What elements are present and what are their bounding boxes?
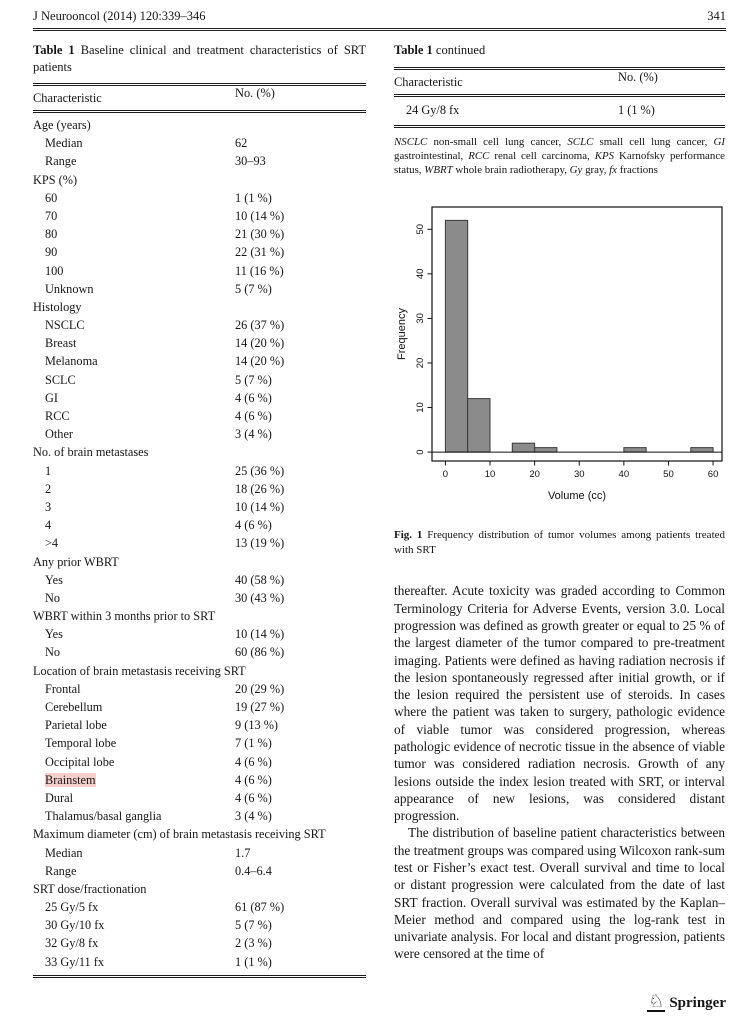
row-label: Maximum diameter (cm) of brain metastasis receiving SRT bbox=[33, 827, 326, 842]
table-row bbox=[33, 680, 366, 698]
row-label: Temporal lobe bbox=[45, 736, 117, 751]
histogram-bar bbox=[512, 443, 534, 452]
table1-continued-body bbox=[394, 97, 725, 125]
row-label: Median bbox=[45, 845, 83, 860]
table-row bbox=[33, 134, 366, 152]
row-value: 10 (14 %) bbox=[235, 627, 285, 642]
row-label: SCLC bbox=[45, 372, 76, 387]
y-tick-label: 40 bbox=[415, 268, 426, 279]
table-row bbox=[33, 116, 366, 134]
table1-caption-text: Baseline clinical and treatment characteristics of SRT patients bbox=[33, 43, 366, 74]
abbreviation: Gy bbox=[569, 164, 583, 177]
row-value: 4 (6 %) bbox=[235, 518, 272, 533]
table-row bbox=[33, 844, 366, 862]
table-row bbox=[33, 716, 366, 734]
row-label: No bbox=[45, 590, 61, 605]
table-rule bbox=[394, 125, 725, 128]
row-value: 4 (6 %) bbox=[235, 754, 272, 769]
row-value: 11 (16 %) bbox=[235, 263, 284, 278]
row-label: Yes bbox=[45, 627, 63, 642]
row-value: 1 (1 %) bbox=[235, 190, 272, 205]
footnote-text: Karnofsky performance status, bbox=[394, 149, 725, 177]
row-label: Breast bbox=[45, 336, 77, 351]
x-tick-label: 40 bbox=[618, 468, 630, 480]
table-row bbox=[33, 807, 366, 825]
table-row bbox=[33, 571, 366, 589]
table1-continued bbox=[394, 42, 725, 178]
row-value: 5 (7 %) bbox=[235, 372, 272, 387]
column-header-value: No. (%) bbox=[618, 69, 658, 84]
table-row bbox=[33, 334, 366, 352]
footnote-text: whole brain radiotherapy, bbox=[452, 164, 570, 177]
row-value: 5 (7 %) bbox=[235, 281, 272, 296]
table-row bbox=[33, 916, 366, 934]
y-axis-label: Frequency bbox=[396, 307, 408, 360]
row-label: 4 bbox=[45, 518, 52, 533]
row-label: No bbox=[45, 645, 61, 660]
table1-continued-caption-text: continued bbox=[435, 43, 486, 57]
row-label: Occipital lobe bbox=[45, 754, 115, 769]
footnote-text: gray, bbox=[582, 164, 610, 177]
row-label: Range bbox=[45, 863, 77, 878]
y-tick-label: 30 bbox=[415, 312, 426, 324]
table-row bbox=[33, 316, 366, 334]
table-row bbox=[33, 771, 366, 789]
table1-caption-label: Table 1 bbox=[33, 43, 75, 57]
table1-body bbox=[33, 113, 366, 975]
row-label: Dural bbox=[45, 790, 73, 805]
row-label: Range bbox=[45, 154, 77, 169]
row-label: >4 bbox=[45, 536, 59, 551]
row-value: 20 (29 %) bbox=[235, 681, 285, 696]
table-row bbox=[33, 462, 366, 480]
footnote-text: non-small cell lung cancer, bbox=[427, 135, 568, 148]
row-label: Parietal lobe bbox=[45, 718, 107, 733]
figure-1-caption bbox=[394, 528, 725, 559]
abbreviation: GI bbox=[713, 135, 725, 148]
row-value: 4 (6 %) bbox=[235, 409, 272, 423]
row-value: 5 (7 %) bbox=[235, 918, 272, 933]
figure-1 bbox=[394, 193, 725, 559]
row-value: 14 (20 %) bbox=[235, 354, 285, 369]
row-label: Histology bbox=[33, 299, 82, 314]
x-tick-label: 30 bbox=[573, 468, 585, 480]
header-rule bbox=[33, 28, 726, 31]
row-label: 25 Gy/5 fx bbox=[45, 900, 99, 915]
table1-continued-header-row bbox=[394, 70, 725, 94]
table-row bbox=[33, 207, 366, 225]
table-row bbox=[33, 171, 366, 189]
y-tick-label: 50 bbox=[415, 223, 426, 235]
table-row bbox=[33, 753, 366, 771]
row-value: 4 (6 %) bbox=[235, 390, 272, 405]
row-label: 90 bbox=[45, 245, 58, 260]
body-paragraph: The distribution of baseline patient characteristics between the treatment groups was compared using Wilcoxon rank-sum test or Fisher’s exact test. Overall survival and time to local or distant progression were calculated from the date of last SRT fraction. Overall survival was estimated by the Kaplan–Meier method and compared using the log-rank test in univariate analysis. For local and distant progression, patients were censored at the time of bbox=[394, 825, 725, 962]
abbreviation: RCC bbox=[468, 149, 490, 162]
row-label: Median bbox=[45, 136, 83, 151]
row-value: 14 (20 %) bbox=[235, 336, 285, 351]
table-row bbox=[33, 498, 366, 516]
table-row bbox=[33, 607, 366, 625]
row-value: 10 (14 %) bbox=[235, 499, 285, 514]
row-label: Melanoma bbox=[45, 354, 98, 369]
table-row bbox=[33, 225, 366, 243]
table-row bbox=[33, 298, 366, 316]
table-row bbox=[33, 389, 366, 407]
table-row bbox=[33, 553, 366, 571]
table-row bbox=[33, 189, 366, 207]
table-row bbox=[33, 534, 366, 552]
row-label: GI bbox=[45, 390, 58, 405]
row-value: 4 (6 %) bbox=[235, 790, 272, 805]
body-paragraph: thereafter. Acute toxicity was graded according to Common Terminology Criteria for Adverse Events, version 3.0. Local progression was defined as growth greater or equal to 25 % of the largest diameter of the tumor compared to pre-treatment imaging. Patients were defined as having radiation necrosis if the lesion spontaneously regressed after initial growth, or if the lesion required the persistent use of steroids. In cases where the patient was taken to surgery, pathologic evidence of viable tumor was considered progression, whereas pathologic evidence of necrotic tissue in the absence of viable tumor was considered radiation necrosis. Growth of any lesions outside the index lesion treated with SRT, or interval appearance of new lesions, was considered distant progression. bbox=[394, 583, 725, 824]
row-label: NSCLC bbox=[45, 318, 85, 333]
row-value: 30–93 bbox=[235, 154, 266, 169]
table-row bbox=[33, 662, 366, 680]
table1-footnote bbox=[394, 135, 725, 178]
table-row bbox=[33, 280, 366, 298]
row-label: Location of brain metastasis receiving SRT bbox=[33, 663, 246, 678]
table-row bbox=[33, 953, 366, 971]
journal-citation: J Neurooncol (2014) 120:339–346 bbox=[33, 9, 206, 23]
row-label: 1 bbox=[45, 463, 52, 478]
row-value: 19 (27 %) bbox=[235, 700, 285, 714]
row-value: 13 (19 %) bbox=[235, 536, 285, 551]
table-row bbox=[394, 100, 725, 121]
table-rule bbox=[33, 975, 366, 978]
table-row bbox=[33, 862, 366, 880]
table-row bbox=[33, 262, 366, 280]
row-label: 24 Gy/8 fx bbox=[406, 102, 460, 117]
row-value: 1 (1 %) bbox=[235, 954, 272, 969]
row-value: 26 (37 %) bbox=[235, 318, 285, 333]
row-label: 33 Gy/11 fx bbox=[45, 954, 104, 969]
table-row bbox=[33, 825, 366, 843]
row-value: 3 (4 %) bbox=[235, 809, 272, 824]
table-row bbox=[33, 589, 366, 607]
row-value: 62 bbox=[235, 136, 248, 151]
right-column bbox=[394, 40, 725, 963]
row-value: 18 (26 %) bbox=[235, 481, 285, 496]
figure-1-caption-label: Fig. 1 bbox=[394, 528, 423, 541]
histogram-bar bbox=[691, 447, 713, 451]
footnote-text: fractions bbox=[617, 164, 658, 177]
highlighted-text: Brainstem bbox=[45, 772, 96, 787]
row-label: 2 bbox=[45, 481, 52, 496]
row-label: 30 Gy/10 fx bbox=[45, 918, 105, 933]
abbreviation: KPS bbox=[594, 149, 615, 162]
footnote-text: gastrointestinal, bbox=[394, 149, 469, 162]
table-row bbox=[33, 625, 366, 643]
table-row bbox=[33, 243, 366, 261]
row-label: 32 Gy/8 fx bbox=[45, 936, 99, 951]
row-label: No. of brain metastases bbox=[33, 445, 149, 460]
histogram-bar bbox=[445, 220, 467, 452]
table-row bbox=[33, 880, 366, 898]
table-row bbox=[33, 352, 366, 370]
row-label: Age (years) bbox=[33, 118, 91, 132]
abbreviation: SCLC bbox=[567, 135, 594, 148]
page-number: 341 bbox=[707, 9, 726, 23]
page-header bbox=[33, 9, 726, 24]
y-tick-label: 10 bbox=[415, 401, 426, 413]
row-value: 22 (31 %) bbox=[235, 245, 285, 260]
row-label: KPS (%) bbox=[33, 172, 78, 187]
table1-continued-caption bbox=[394, 42, 725, 59]
row-label: 3 bbox=[45, 499, 52, 514]
x-tick-label: 60 bbox=[707, 468, 719, 480]
tumor-volume-histogram bbox=[394, 193, 724, 517]
row-value: 1 (1 %) bbox=[618, 102, 655, 117]
publisher-name: Springer bbox=[669, 995, 726, 1011]
table-row bbox=[33, 407, 366, 425]
y-tick-label: 0 bbox=[415, 449, 426, 455]
table-row bbox=[33, 934, 366, 952]
table-row bbox=[33, 898, 366, 916]
y-tick-label: 20 bbox=[415, 357, 426, 368]
row-label: Yes bbox=[45, 572, 63, 587]
row-value: 7 (1 %) bbox=[235, 736, 272, 751]
row-label: 70 bbox=[45, 208, 58, 223]
row-value: 60 (86 %) bbox=[235, 645, 285, 660]
row-value: 25 (36 %) bbox=[235, 463, 285, 478]
row-label: WBRT within 3 months prior to SRT bbox=[33, 609, 216, 624]
table-row bbox=[33, 371, 366, 389]
row-value: 30 (43 %) bbox=[235, 590, 285, 605]
publisher-footer bbox=[647, 992, 726, 1012]
abbreviation: WBRT bbox=[424, 164, 453, 177]
row-label: Thalamus/basal ganglia bbox=[45, 809, 162, 824]
table-row bbox=[33, 734, 366, 752]
row-label: Unknown bbox=[45, 281, 94, 296]
histogram-bar bbox=[468, 398, 490, 451]
histogram-bar bbox=[535, 447, 557, 451]
table-row bbox=[33, 443, 366, 461]
row-label: Frontal bbox=[45, 681, 81, 696]
table-row bbox=[33, 643, 366, 661]
table1-caption bbox=[33, 42, 366, 75]
column-header-characteristic: Characteristic bbox=[394, 74, 463, 89]
row-label: Cerebellum bbox=[45, 700, 103, 714]
figure-1-caption-text: Frequency distribution of tumor volumes among patients treated with SRT bbox=[394, 528, 726, 557]
row-label: 100 bbox=[45, 263, 64, 278]
row-value: 10 (14 %) bbox=[235, 208, 285, 223]
row-value: 21 (30 %) bbox=[235, 227, 285, 242]
row-label: Other bbox=[45, 427, 73, 442]
row-value: 4 (6 %) bbox=[235, 772, 272, 787]
x-tick-label: 0 bbox=[442, 468, 449, 480]
row-value: 1.7 bbox=[235, 845, 251, 860]
row-value: 0.4–6.4 bbox=[235, 863, 272, 878]
footnote-text: small cell lung cancer, bbox=[593, 135, 714, 148]
footnote-text: renal cell carcinoma, bbox=[489, 149, 595, 162]
table-row bbox=[33, 480, 366, 498]
table-row bbox=[33, 425, 366, 443]
column-header-characteristic: Characteristic bbox=[33, 91, 102, 105]
x-tick-label: 50 bbox=[663, 468, 674, 480]
row-label: Any prior WBRT bbox=[33, 554, 119, 569]
x-tick-label: 20 bbox=[529, 468, 540, 480]
x-tick-label: 10 bbox=[484, 468, 496, 480]
row-label: 80 bbox=[45, 227, 58, 242]
x-axis-label: Volume (cc) bbox=[547, 489, 607, 502]
row-value: 3 (4 %) bbox=[235, 427, 272, 442]
table-row bbox=[33, 698, 366, 716]
abbreviation: NSCLC bbox=[394, 135, 428, 148]
row-value: 61 (87 %) bbox=[235, 900, 285, 915]
row-label: SRT dose/fractionation bbox=[33, 881, 147, 896]
row-label: 60 bbox=[45, 190, 58, 205]
row-label: RCC bbox=[45, 409, 70, 423]
table-row bbox=[33, 152, 366, 170]
row-value: 2 (3 %) bbox=[235, 936, 272, 951]
table-row bbox=[33, 516, 366, 534]
left-column bbox=[33, 40, 366, 978]
column-header-value: No. (%) bbox=[235, 86, 275, 100]
springer-knight-icon: ♘ bbox=[648, 991, 665, 1011]
table1-header-row bbox=[33, 86, 366, 110]
table-row bbox=[33, 789, 366, 807]
row-value: 9 (13 %) bbox=[235, 718, 279, 733]
body-text bbox=[394, 582, 725, 962]
table1-continued-caption-label: Table 1 bbox=[394, 43, 433, 57]
histogram-bar bbox=[624, 447, 646, 451]
abbreviation: fx bbox=[609, 164, 618, 177]
row-label bbox=[33, 773, 96, 787]
row-value: 40 (58 %) bbox=[235, 572, 285, 587]
